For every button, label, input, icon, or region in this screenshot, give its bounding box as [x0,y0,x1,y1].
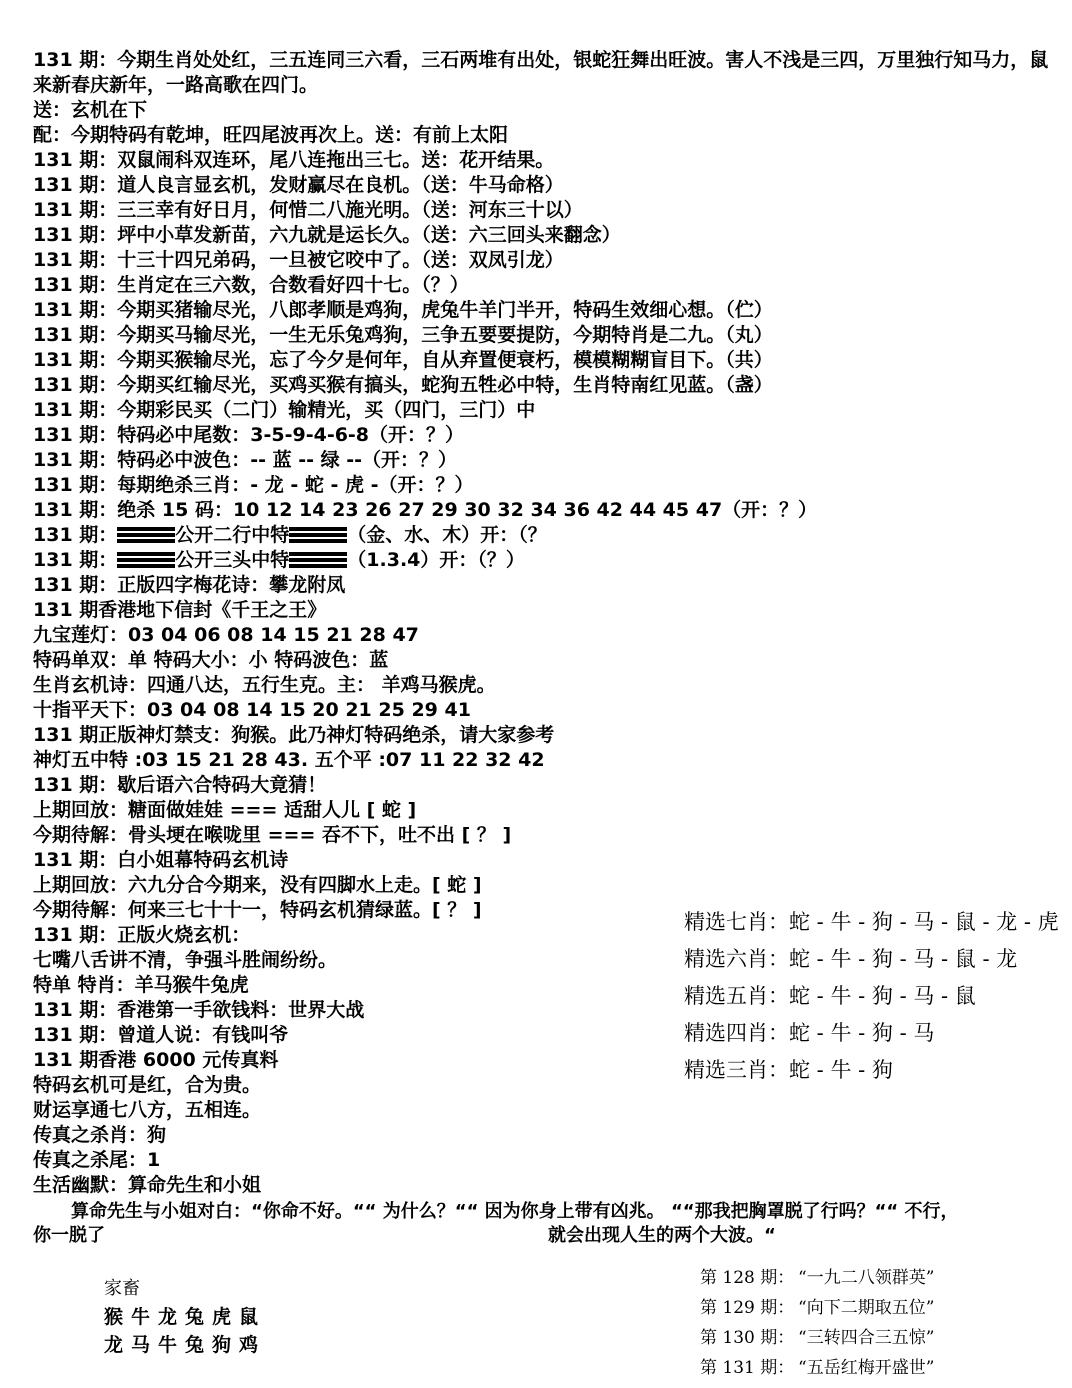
text-line: 上期回放：糖面做娃娃 === 适甜人儿 [ 蛇 ] [33,799,417,821]
text-line: 传真之杀尾：1 [33,1149,161,1171]
text-line: 131 期正版神灯禁支：狗猴。此乃神灯特码绝杀，请大家参考 [33,724,555,746]
triple-bar-icon [117,527,175,543]
livestock-box [104,1275,279,1359]
text-line: 送：玄机在下 [33,99,148,121]
text-line: 特单 特肖：羊马猴牛兔虎 [33,974,249,996]
pick-line: 精选三肖：蛇 - 牛 - 狗 [684,1058,893,1082]
pick-line: 精选六肖：蛇 - 牛 - 狗 - 马 - 鼠 - 龙 [684,947,1018,971]
zodiac-picks-panel [684,904,1059,1089]
history-label: 第 130 期： [700,1328,795,1348]
text-line: 特码单双：单 特码大小：小 特码波色：蓝 [33,649,389,671]
text-line: 131 期：正版四字梅花诗：攀龙附凤 [33,574,346,596]
joke-line-1: 算命先生与小姐对白：“你命不好。““ 为什么？““ 因为你身上带有凶兆。 ““那我把胸罩脱了行吗？““ 不行， [71,1201,959,1222]
text-line: 131 期：生肖定在三六数，合数看好四十七。（？） [33,274,469,296]
text-line: 131 期：正版火烧玄机： [33,924,251,946]
history-label: 第 129 期： [700,1298,795,1318]
history-value: “五岳红梅开盛世” [798,1358,935,1378]
text-line: 131 期：今期买马输尽光，一生无乐兔鸡狗，三争五要要提防，今期特肖是二九。（丸） [33,324,773,346]
text-line: 配：今期特码有乾坤，旺四尾波再次上。送：有前上太阳 [33,124,509,146]
text-line: 131 期：歇后语六合特码大竟猜！ [33,774,327,796]
pick-line: 精选七肖：蛇 - 牛 - 狗 - 马 - 鼠 - 龙 - 虎 [684,910,1059,934]
text-line: 131 期：曾道人说：有钱叫爷 [33,1024,289,1046]
text-line: 十指平天下：03 04 08 14 15 20 21 25 29 41 [33,699,471,721]
pick-line: 精选四肖：蛇 - 牛 - 狗 - 马 [684,1021,935,1045]
pick-line: 精选五肖：蛇 - 牛 - 狗 - 马 - 鼠 [684,984,976,1008]
text-line: 传真之杀肖：狗 [33,1124,167,1146]
history-item [700,1323,934,1353]
text-line: 131 期：今期生肖处处红，三五连同三六看，三石两堆有出处，银蛇狂舞出旺波。害人不浅是三四，万里独行知马力，鼠来新春庆新年，一路高歌在四门。 [33,49,1049,96]
text-line: 131 期：绝杀 15 码：10 12 14 23 26 27 29 30 32 34 36 42 44 45 47（开：？） [33,499,818,521]
text-line: 今期待解：骨头埂在喉咙里 === 吞不下，吐不出 [ ？ ] [33,824,512,846]
text-line: 今期待解：何来三七十十一，特码玄机猜绿蓝。[ ？ ] [33,899,482,921]
history-value: “一九二八领群英” [798,1268,935,1288]
joke-paragraph [33,1200,1063,1248]
text-line: 财运享通七八方，五相连。 [33,1099,262,1121]
history-item [700,1263,934,1293]
triple-bar-icon [117,552,175,568]
joke-line-2-start: 你一脱了 [33,1225,105,1246]
text-line: 131 期：今期买猴输尽光，忘了今夕是何年，自从弃置便衰朽，模模糊糊盲目下。（共） [33,349,773,371]
text-line: 生肖玄机诗：四通八达，五行生克。主： 羊鸡马猴虎。 [33,674,496,696]
text-line: 七嘴八舌讲不清，争强斗胜闹纷纷。 [33,949,338,971]
history-label: 第 128 期： [700,1268,795,1288]
history-item [700,1293,934,1323]
bar-line [33,548,1063,573]
livestock-title: 家畜 [104,1278,140,1299]
joke-line-2-end: 就会出现人生的两个大波。“ [548,1225,776,1246]
triple-bar-icon [289,527,347,543]
text-line: 131 期：三三幸有好日月，何惜二八施光明。（送：河东三十以） [33,199,583,221]
text-line: 131 期香港地下信封《千王之王》 [33,599,327,621]
history-value: “向下二期取五位” [798,1298,935,1318]
livestock-row: 猴牛龙兔虎鼠 [104,1306,267,1328]
bar-line-prefix: 131 期： [33,524,118,546]
text-line: 神灯五中特 :03 15 21 28 43. 五个平 :07 11 22 32 42 [33,749,545,771]
text-line: 131 期：香港第一手欲钱料：世界大战 [33,999,365,1021]
bar-line-text: 公开三头中特 [175,549,290,571]
joke-line-2 [33,1224,1063,1248]
text-line: 九宝莲灯：03 04 06 08 14 15 21 28 47 [33,624,419,646]
bar-line [33,523,1063,548]
text-line: 131 期：坪中小草发新苗，六九就是运长久。（送：六三回头来翻念） [33,224,621,246]
text-line: 特码玄机可是红，合为贵。 [33,1074,262,1096]
bar-line-suffix: （1.3.4）开：（？） [347,549,525,571]
text-line: 131 期：今期彩民买（二门）输精光，买（四门，三门）中 [33,399,536,421]
text-line: 131 期：十三十四兄弟码，一旦被它咬中了。（送：双凤引龙） [33,249,564,271]
text-line: 131 期：道人良言显玄机，发财赢尽在良机。（送：牛马命格） [33,174,564,196]
bar-line-suffix: （金、水、木）开：（？ [347,524,547,546]
triple-bar-icon [289,552,347,568]
text-line: 131 期：双鼠闹科双连环，尾八连拖出三七。送：花开结果。 [33,149,555,171]
history-value: “三转四合三五惊” [798,1328,935,1348]
text-line: 131 期：今期买猪输尽光，八郎孝顺是鸡狗，虎兔牛羊门半开，特码生效细心想。（伫） [33,299,773,321]
bar-line-prefix: 131 期： [33,549,118,571]
text-line: 131 期：每期绝杀三肖：- 龙 - 蛇 - 虎 -（开：？） [33,474,474,496]
livestock-row: 龙马牛兔狗鸡 [104,1334,267,1356]
text-line: 131 期：今期买红输尽光，买鸡买猴有搞头，蛇狗五牲必中特，生肖特南红见蓝。（盏） [33,374,773,396]
text-line: 131 期：特码必中尾数：3-5-9-4-6-8（开：？） [33,424,465,446]
bar-line-text: 公开二行中特 [175,524,290,546]
history-label: 第 131 期： [700,1358,795,1378]
history-list [700,1263,934,1383]
history-item [700,1353,934,1383]
text-line: 131 期：白小姐幕特码玄机诗 [33,849,289,871]
text-line: 131 期香港 6000 元传真料 [33,1049,279,1071]
text-line: 上期回放：六九分合今期来，没有四脚水上走。[ 蛇 ] [33,874,482,896]
text-line: 131 期：特码必中波色：-- 蓝 -- 绿 --（开：？） [33,449,458,471]
text-line: 生活幽默：算命先生和小姐 [33,1174,262,1196]
